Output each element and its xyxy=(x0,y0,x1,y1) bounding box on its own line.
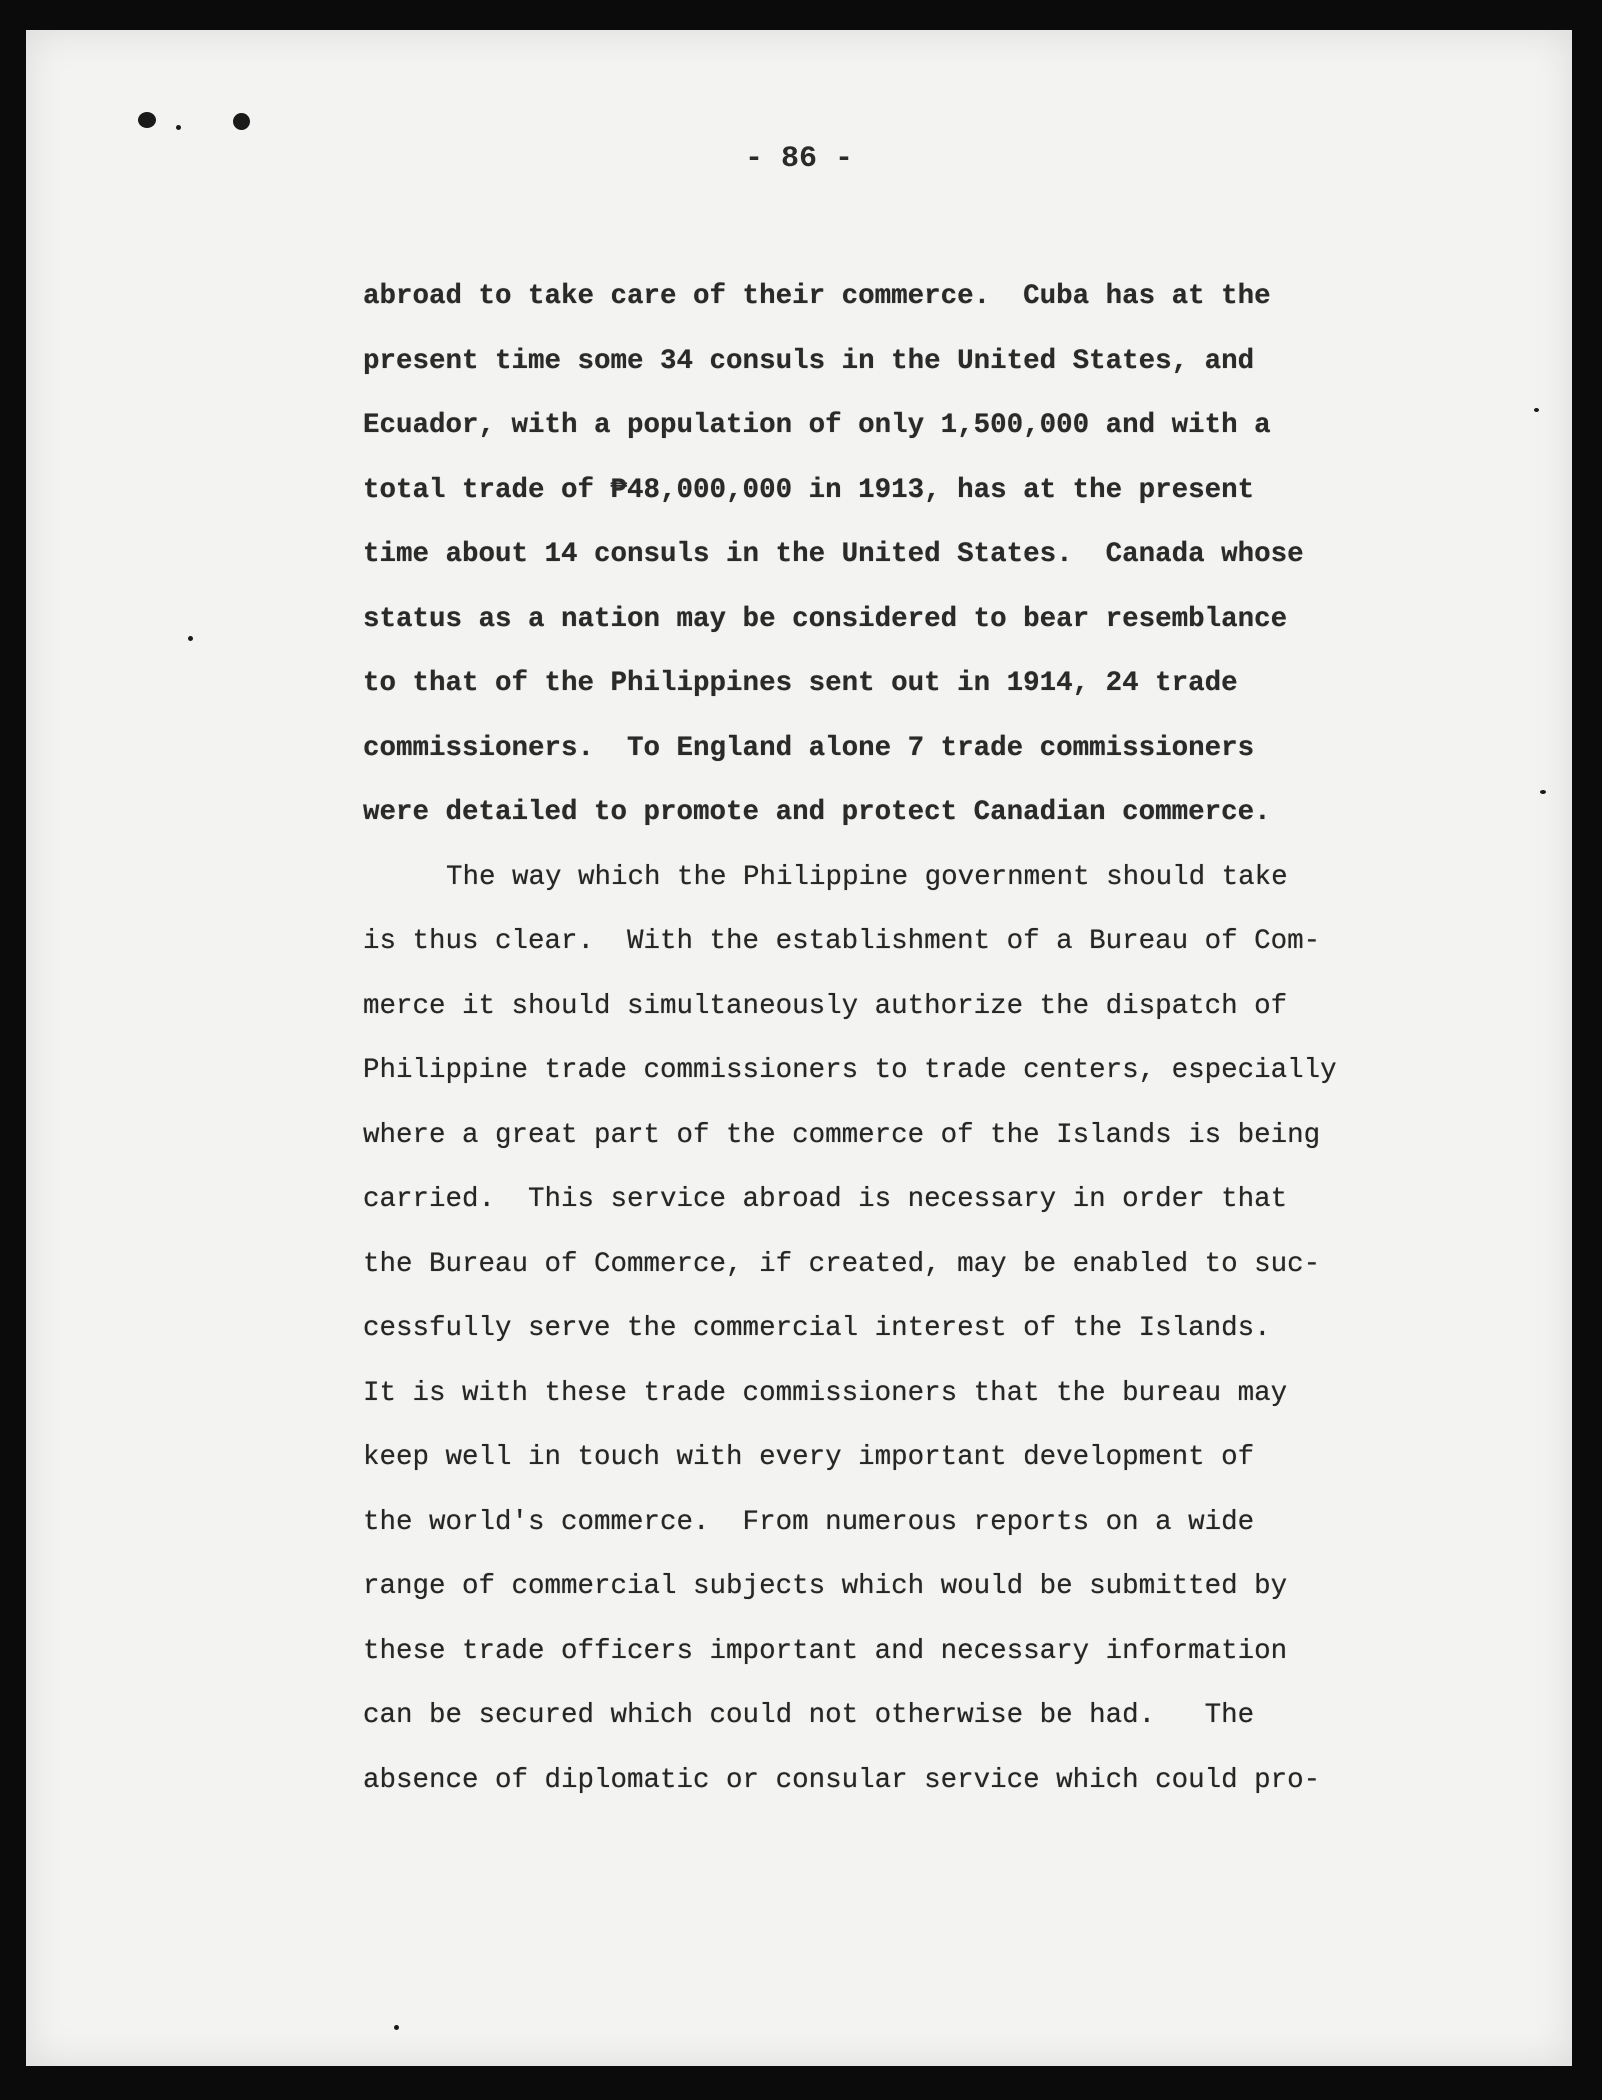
text-line: abroad to take care of their commerce. Cuba has at the xyxy=(363,281,1271,312)
text-line: The way which the Philippine government should take xyxy=(446,861,1288,893)
ink-speck xyxy=(1540,790,1546,794)
text-line: Ecuador, with a population of only 1,500,000 and with a xyxy=(363,410,1271,441)
text-line: cessfully serve the commercial interest of the Islands. xyxy=(363,1313,1271,1344)
text-line: were detailed to promote and protect Canadian commerce. xyxy=(363,797,1271,828)
punch-hole-mark xyxy=(138,112,156,128)
text-line: the Bureau of Commerce, if created, may be enabled to suc- xyxy=(363,1248,1321,1280)
text-line: to that of the Philippines sent out in 1914, 24 trade xyxy=(363,668,1238,699)
text-line: where a great part of the commerce of the Islands is being xyxy=(363,1119,1321,1151)
text-line: time about 14 consuls in the United States. Canada whose xyxy=(363,539,1304,570)
text-line: absence of diplomatic or consular service which could pro- xyxy=(363,1764,1321,1796)
page-number: - 86 - xyxy=(744,142,854,176)
text-line: total trade of ₱48,000,000 in 1913, has at the present xyxy=(363,474,1255,506)
text-line: keep well in touch with every important development of xyxy=(363,1442,1255,1473)
text-line: can be secured which could not otherwise be had. The xyxy=(363,1700,1255,1731)
text-line: carried. This service abroad is necessary in order that xyxy=(363,1184,1288,1215)
text-line: status as a nation may be considered to bear resemblance xyxy=(363,603,1288,635)
text-line: range of commercial subjects which would be submitted by xyxy=(363,1571,1288,1602)
punch-hole-mark xyxy=(233,113,250,130)
text-line: commissioners. To England alone 7 trade commissioners xyxy=(363,732,1255,764)
punch-hole-mark xyxy=(176,125,181,130)
text-line: Philippine trade commissioners to trade centers, especially xyxy=(363,1055,1337,1086)
ink-speck xyxy=(188,636,193,641)
text-line: these trade officers important and necessary information xyxy=(363,1635,1288,1667)
text-line: present time some 34 consuls in the United States, and xyxy=(363,345,1255,377)
body-text xyxy=(363,265,1363,1813)
text-line: It is with these trade commissioners that the bureau may xyxy=(363,1377,1288,1409)
paper-sheet xyxy=(26,30,1572,2066)
text-line: merce it should simultaneously authorize the dispatch of xyxy=(363,990,1288,1022)
text-line: is thus clear. With the establishment of a Bureau of Com- xyxy=(363,926,1321,957)
paragraph-1 xyxy=(363,265,1363,846)
text-line: the world's commerce. From numerous reports on a wide xyxy=(363,1506,1255,1538)
ink-speck xyxy=(1534,408,1539,412)
ink-speck xyxy=(394,2025,399,2030)
paragraph-2 xyxy=(363,846,1363,1814)
